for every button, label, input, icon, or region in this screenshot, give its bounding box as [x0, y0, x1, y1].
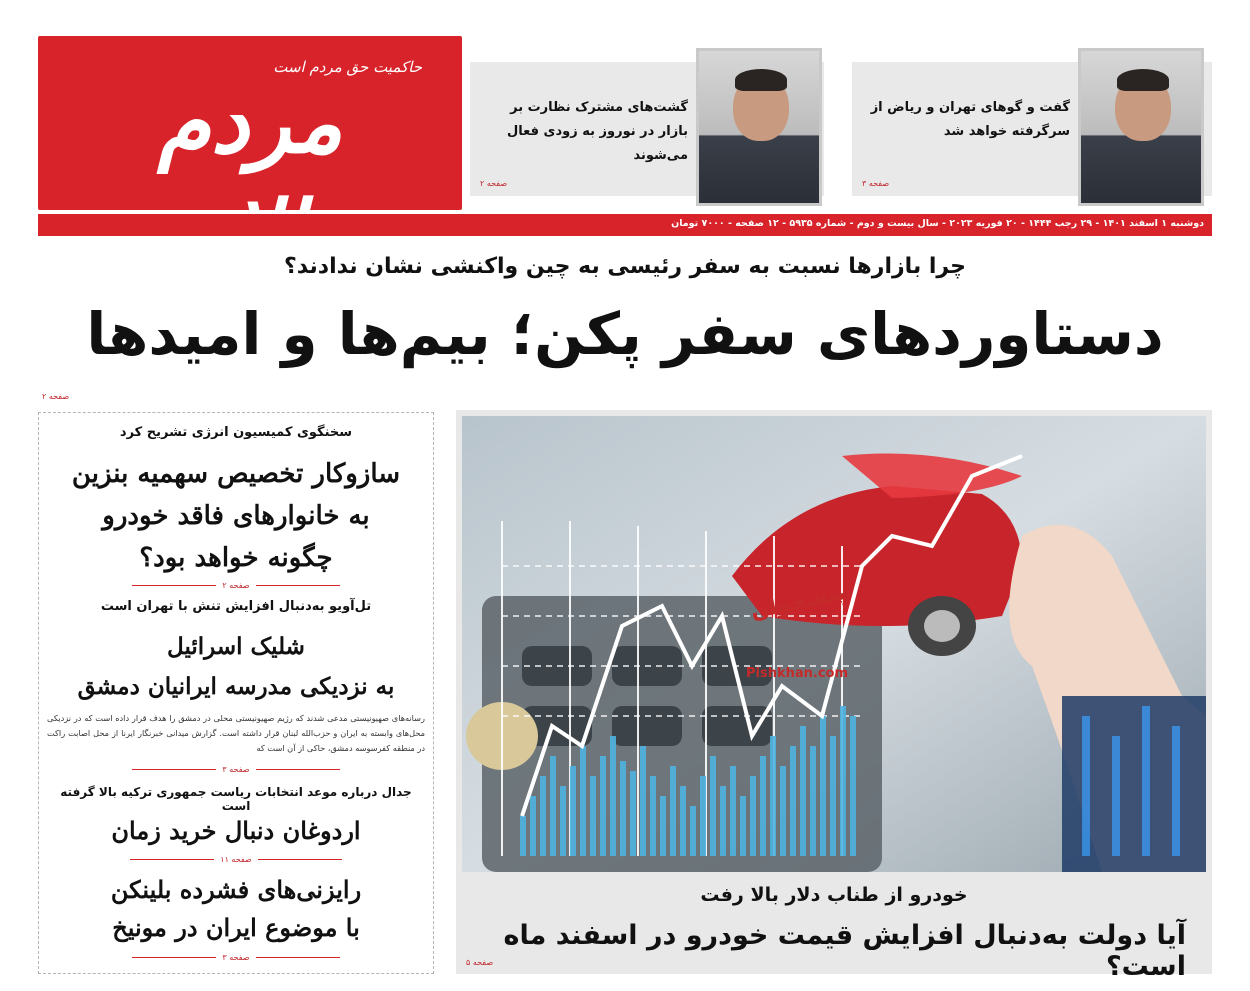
feature-photo[interactable]	[462, 416, 1206, 872]
car-market-illustration	[462, 416, 1206, 872]
story3-headline[interactable]: اردوغان دنبال خرید زمان	[111, 816, 361, 845]
masthead-slogan: حاکمیت حق مردم است	[273, 58, 422, 76]
story4-page-ref: صفحه ۳	[47, 953, 425, 962]
watermark-logo: پیشخوان	[748, 580, 848, 625]
teaser-headline: گشت‌های مشترک نظارت بر بازار در نوروز به زودی فعال می‌شوند	[507, 100, 688, 163]
story4-headline[interactable]: رایزنی‌های فشرده بلینکن با موضوع ایران در مونیخ	[110, 875, 362, 942]
feature-kicker: خودرو از طناب دلار بالا رفت	[700, 884, 968, 906]
story2-body: رسانه‌های صهیونیستی مدعی شدند که رژیم صهیونیستی محلی در دمشق را هدف قرار داده است که در نزدیکی محل‌های وابسته به ایران و حزب‌الله لبنان قرار داشته است. گزارش میدانی خبرنگار ایرنا از محل اصابت راکت در منطقه کفرسوسه دمشق، حاکی از آن است که	[47, 713, 425, 753]
story3-page-ref: صفحه ۱۱	[47, 855, 425, 864]
story1-page-ref: صفحه ۲	[47, 581, 425, 590]
teaser-headline: گفت‌ و گوهای تهران و ریاض از سرگرفته خواهد شد	[870, 100, 1070, 139]
main-kicker: چرا بازارها نسبت به سفر رئیسی به چین واکنشی نشان ندادند؟	[284, 254, 966, 279]
teaser-page-ref: صفحه ۳	[862, 179, 890, 188]
main-headline[interactable]: دستاوردهای سفر پکن؛ بیم‌ها و امیدها	[86, 300, 1164, 368]
masthead-title: مردم	[157, 72, 343, 173]
issue-info: دوشنبه ۱ اسفند ۱۴۰۱ - ۲۹ رجب ۱۴۴۴ - ۲۰ فوریه ۲۰۲۳ - سال بیست و دوم - شماره ۵۹۳۵ - ۱۲ صفحه - ۷۰۰۰ تومان	[671, 218, 1204, 229]
story2-headline[interactable]: شلیک اسرائیل به نزدیکی مدرسه ایرانیان دمشق	[77, 633, 395, 700]
story1-headline[interactable]: سازوکار تخصیص سهمیه بنزین به خانوارهای فاقد خودرو چگونه خواهد بود؟	[71, 459, 401, 573]
date-bar	[38, 214, 1212, 236]
story1-kicker: سخنگوی کمیسیون انرژی تشریح کرد	[119, 425, 353, 440]
main-page-ref: صفحه ۲	[42, 392, 70, 401]
story3-kicker: جدال درباره موعد انتخابات ریاست جمهوری ترکیه بالا گرفته است	[60, 785, 412, 813]
masthead-logo	[38, 36, 462, 210]
teaser-portrait	[1078, 48, 1204, 206]
story2-kicker: تل‌آویو به‌دنبال افزایش تنش با تهران است	[100, 599, 372, 614]
teaser-tehran-riyadh[interactable]	[852, 62, 1212, 196]
teaser-page-ref: صفحه ۲	[480, 179, 508, 188]
left-news-column	[38, 412, 434, 974]
story2-page-ref: صفحه ۳	[47, 765, 425, 774]
feature-page-ref: صفحه ۵	[466, 958, 494, 967]
teaser-portrait	[696, 48, 822, 206]
watermark-url: Pishkhan.com	[746, 666, 849, 681]
feature-headline[interactable]: آیا دولت به‌دنبال افزایش قیمت خودرو در اسفند ماه است؟	[503, 920, 1186, 982]
teaser-market-patrols[interactable]	[470, 62, 824, 196]
